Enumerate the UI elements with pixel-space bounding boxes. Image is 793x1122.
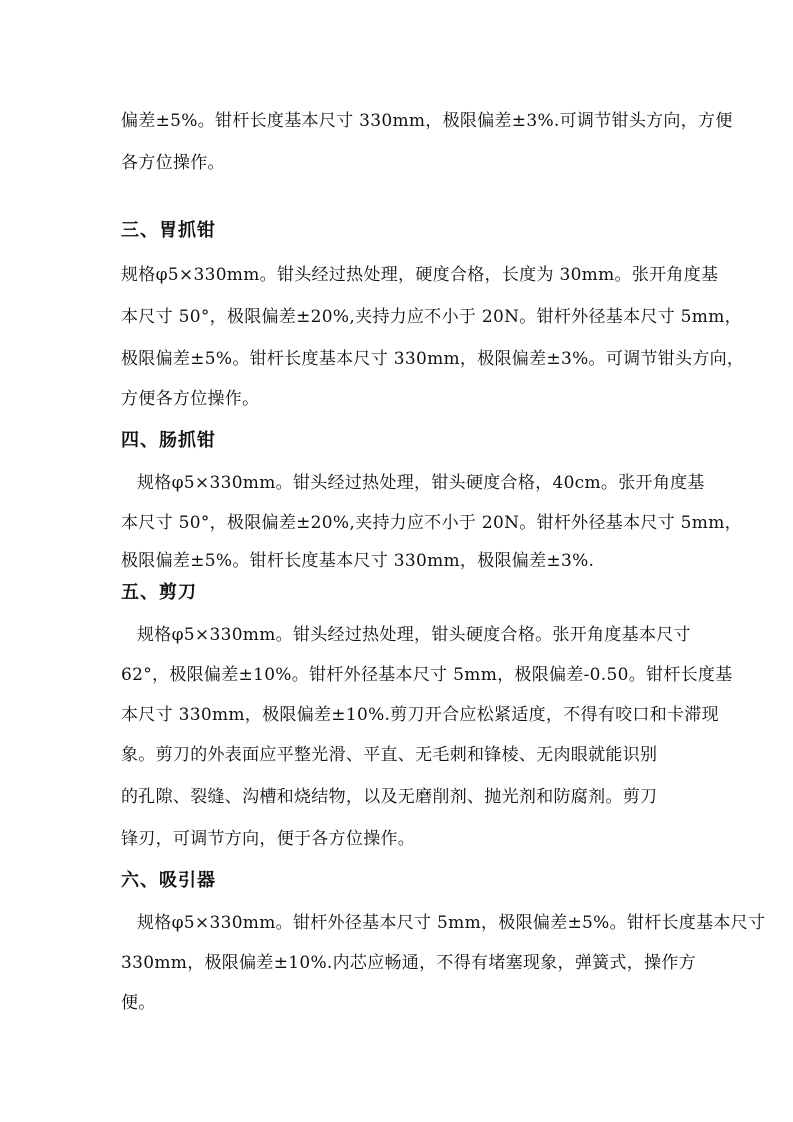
- section-heading-intestinal-grasper: 四、肠抓钳: [121, 430, 216, 451]
- section-3-line-6: 锋刃，可调节方向，便于各方位操作。: [121, 829, 416, 849]
- section-3-line-5: 的孔隙、裂缝、沟槽和烧结物，以及无磨削剂、抛光剂和防腐剂。剪刀: [121, 787, 658, 807]
- section-4-line-2: 330mm，极限偏差±10%.内芯应畅通，不得有堵塞现象，弹簧式，操作方: [121, 953, 696, 973]
- section-heading-scissors: 五、剪刀: [121, 582, 197, 603]
- intro-line-1: 偏差±5%。钳杆长度基本尺寸 330mm，极限偏差±3%.可调节钳头方向，方便: [121, 111, 733, 131]
- section-2-line-1: 规格φ5×330mm。钳头经过热处理，钳头硬度合格，40cm。张开角度基: [137, 473, 705, 493]
- section-4-line-1: 规格φ5×330mm。钳杆外径基本尺寸 5mm，极限偏差±5%。钳杆长度基本尺寸: [137, 913, 766, 933]
- section-1-line-1: 规格φ5×330mm。钳头经过热处理，硬度合格，长度为 30mm。张开角度基: [121, 265, 719, 285]
- intro-line-2: 各方位操作。: [121, 153, 225, 173]
- section-3-line-4: 象。剪刀的外表面应平整光滑、平直、无毛刺和锋棱、无肉眼就能识别: [121, 745, 658, 765]
- section-heading-suction: 六、吸引器: [121, 870, 216, 891]
- section-1-line-3: 极限偏差±5%。钳杆长度基本尺寸 330mm，极限偏差±3%。可调节钳头方向，: [121, 349, 745, 369]
- section-4-line-3: 便。: [121, 993, 156, 1013]
- section-2-line-3: 极限偏差±5%。钳杆长度基本尺寸 330mm，极限偏差±3%.: [121, 551, 595, 571]
- section-3-line-2: 62°，极限偏差±10%。钳杆外径基本尺寸 5mm，极限偏差-0.50。钳杆长度基: [121, 665, 733, 685]
- section-3-line-3: 本尺寸 330mm，极限偏差±10%.剪刀开合应松紧适度，不得有咬口和卡滞现: [121, 705, 719, 725]
- section-3-line-1: 规格φ5×330mm。钳头经过热处理，钳头硬度合格。张开角度基本尺寸: [137, 625, 691, 645]
- section-1-line-4: 方便各方位操作。: [121, 389, 260, 409]
- section-2-line-2: 本尺寸 50°，极限偏差±20%,夹持力应不小于 20N。钳杆外径基本尺寸 5mm，: [121, 513, 742, 533]
- section-1-line-2: 本尺寸 50°，极限偏差±20%,夹持力应不小于 20N。钳杆外径基本尺寸 5mm，: [121, 307, 742, 327]
- section-heading-gastric-grasper: 三、胃抓钳: [121, 220, 216, 241]
